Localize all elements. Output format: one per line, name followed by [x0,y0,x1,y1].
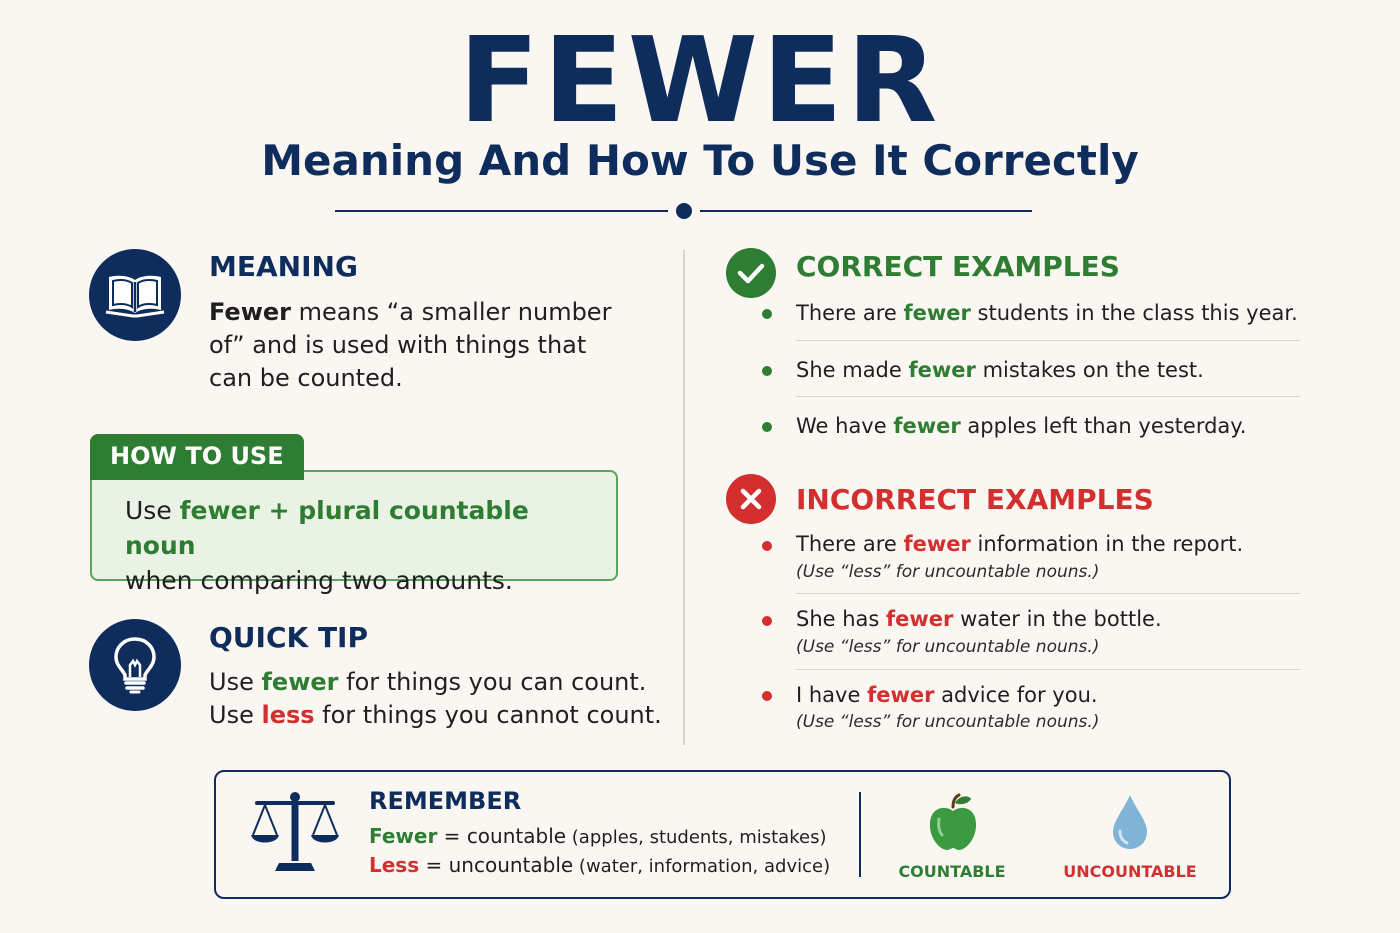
remember-divider [859,792,861,877]
quick-tip-line2-prefix: Use [209,701,262,729]
separator [796,396,1300,397]
correct-example-1: There are fewer students in the class this year. [796,301,1298,325]
page-title: FEWER [458,11,942,149]
bullet-icon [762,366,772,376]
how-to-use-tab: HOW TO USE [90,434,304,480]
check-icon [726,248,776,298]
water-drop-icon [1110,793,1150,855]
header-divider-right [700,210,1032,212]
remember-line-fewer: Fewer = countable (apples, students, mistakes) [369,824,827,848]
x-icon [726,474,776,524]
quick-tip-title: QUICK TIP [209,621,368,654]
meaning-line2: of” and is used with things that [209,331,587,359]
quick-tip-word-fewer: fewer [261,668,339,696]
bullet-icon [762,422,772,432]
meaning-text [209,296,649,395]
quick-tip-line2-rest: for things you cannot count. [314,701,662,729]
apple-icon [927,793,979,857]
incorrect-note-2: (Use “less” for uncountable nouns.) [796,637,1100,657]
meaning-line3: can be counted. [209,364,403,392]
meaning-line1: means “a smaller number [290,298,612,326]
lightbulb-icon [89,619,181,711]
page-subtitle: Meaning And How To Use It Correctly [261,136,1139,185]
incorrect-note-1: (Use “less” for uncountable nouns.) [796,562,1100,582]
incorrect-example-3: I have fewer advice for you. [796,683,1098,707]
remember-title: REMEMBER [369,787,522,815]
scales-icon [249,789,341,877]
remember-line-less: Less = uncountable (water, information, advice) [369,853,831,877]
incorrect-example-2: She has fewer water in the bottle. [796,607,1162,631]
column-divider [683,250,685,745]
correct-examples-title: CORRECT EXAMPLES [796,250,1120,283]
bullet-icon [762,616,772,626]
how-to-use-prefix: Use [125,496,180,525]
quick-tip-text [209,666,669,732]
header-divider-left [335,210,668,212]
quick-tip-line1-prefix: Use [209,668,262,696]
countable-label: COUNTABLE [898,862,1006,881]
meaning-title: MEANING [209,250,358,283]
incorrect-examples-title: INCORRECT EXAMPLES [796,483,1154,516]
incorrect-example-1: There are fewer information in the report. [796,532,1244,556]
book-icon [89,249,181,341]
bullet-icon [762,541,772,551]
correct-example-2: She made fewer mistakes on the test. [796,358,1204,382]
how-to-use-text [125,493,605,598]
quick-tip-line1-rest: for things you can count. [338,668,647,696]
uncountable-label: UNCOUNTABLE [1063,862,1197,881]
separator [796,340,1300,341]
meaning-word: Fewer [209,298,291,326]
header-divider-dot [676,203,692,219]
separator [796,669,1300,670]
correct-example-3: We have fewer apples left than yesterday. [796,414,1247,438]
how-to-use-highlight: fewer + plural countable noun [125,496,529,560]
separator [796,593,1300,594]
bullet-icon [762,309,772,319]
quick-tip-word-less: less [261,701,315,729]
incorrect-note-3: (Use “less” for uncountable nouns.) [796,712,1100,732]
bullet-icon [762,691,772,701]
how-to-use-line2: when comparing two amounts. [125,566,513,595]
